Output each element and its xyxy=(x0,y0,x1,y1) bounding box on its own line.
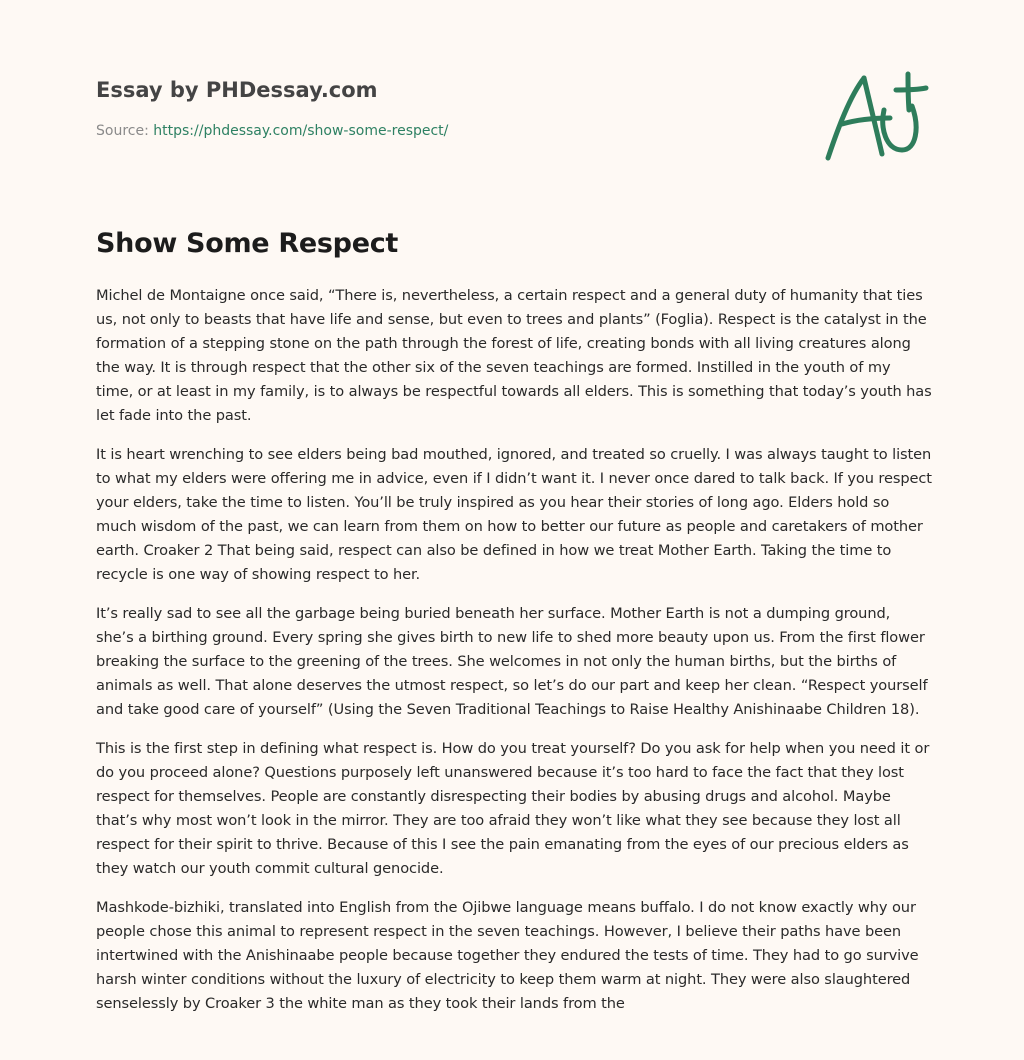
essay-paragraph: It is heart wrenching to see elders being bad mouthed, ignored, and treated so cruelly. I was always taught to listen to what my elders were offering me in advice, even if I didn’t want it. I never once dared to talk back. If you respect your elders, take the time to listen. You’ll be truly inspired as you hear their stories of long ago. Elders hold so much wisdom of the past, we can learn from them on how to better our future as people and caretakers of mother earth. Croaker 2 That being said, respect can also be defined in how we treat Mother Earth. Taking the time to recycle is one way of showing respect to her. xyxy=(96,446,932,583)
document-header xyxy=(96,76,796,141)
a-plus-logo-icon xyxy=(820,66,930,166)
essay-body xyxy=(96,284,932,1031)
essay-paragraph: Mashkode-bizhiki, translated into English from the Ojibwe language means buffalo. I do not know exactly why our people chose this animal to represent respect in the seven teachings. However, I believe their paths have been intertwined with the Anishinaabe people because together they endured the tests of time. They had to go survive harsh winter conditions without the luxury of electricity to keep them warm at night. They were also slaughtered senselessly by Croaker 3 the white man as they took their lands from the xyxy=(96,899,919,1012)
essay-title: Show Some Respect xyxy=(96,228,399,259)
source-link[interactable]: https://phdessay.com/show-some-respect/ xyxy=(153,123,449,139)
essay-paragraph: This is the first step in defining what respect is. How do you treat yourself? Do you ask for help when you need it or do you proceed alone? Questions purposely left unanswered because it’s too hard to face the fact that they lost respect for themselves. People are constantly disrespecting their bodies by abusing drugs and alcohol. Maybe that’s why most won’t look in the mirror. They are too afraid they won’t like what they see because they lost all respect for their spirit to thrive. Because of this I see the pain emanating from the eyes of our precious elders as they watch our youth commit cultural genocide. xyxy=(96,740,930,877)
essay-paragraph: It’s really sad to see all the garbage being buried beneath her surface. Mother Earth is not a dumping ground, she’s a birthing ground. Every spring she gives birth to new life to shed more beauty upon us. From the first flower breaking the surface to the greening of the trees. She welcomes in not only the human births, but the births of animals as well. That alone deserves the utmost respect, so let’s do our part and keep her clean. “Respect yourself and take good care of yourself” (Using the Seven Traditional Teachings to Raise Healthy Anishinaabe Children 18). xyxy=(96,605,928,718)
essay-paragraph: Michel de Montaigne once said, “There is, nevertheless, a certain respect and a general duty of humanity that ties us, not only to beasts that have life and sense, but even to trees and plants” (Foglia). Respect is the catalyst in the formation of a stepping stone on the path through the forest of life, creating bonds with all living creatures along the way. It is through respect that the other six of the seven teachings are formed. Instilled in the youth of my time, or at least in my family, is to always be respectful towards all elders. This is something that today’s youth has let fade into the past. xyxy=(96,287,932,424)
brand-title: Essay by PHDessay.com xyxy=(96,78,378,102)
source-label: Source: xyxy=(96,123,154,139)
source-line xyxy=(96,121,796,141)
